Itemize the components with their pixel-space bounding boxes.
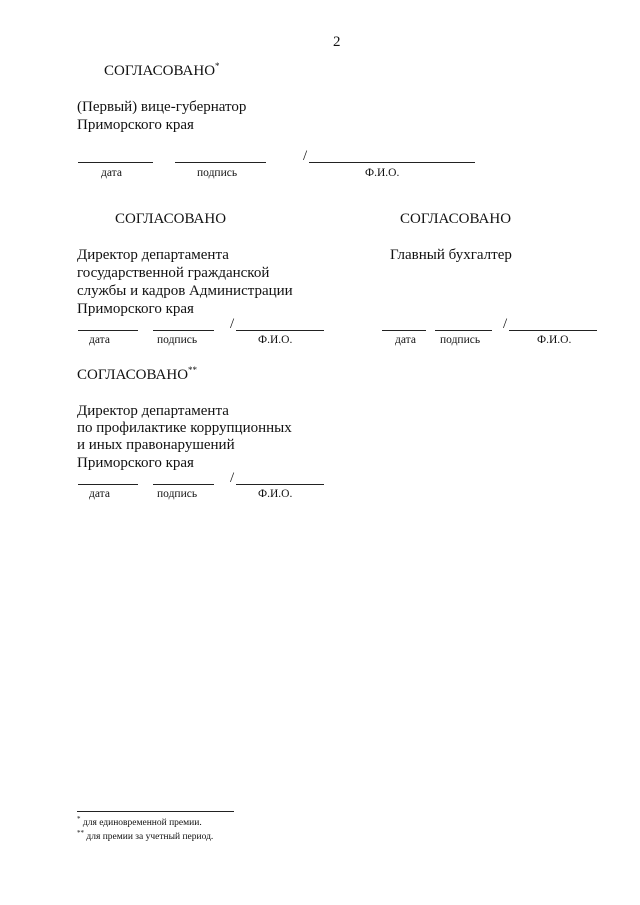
label-date-3: дата <box>395 334 416 346</box>
label-signature-2: подпись <box>157 334 198 346</box>
approval-heading-4-text: СОГЛАСОВАНО <box>77 367 189 383</box>
heading-4-footnote-mark: ** <box>188 365 198 375</box>
label-date-1: дата <box>101 167 122 179</box>
footnote-separator <box>77 811 234 812</box>
date-line-3 <box>382 330 426 331</box>
signature-line-2 <box>153 330 214 331</box>
position-4-line-3: и иных правонарушений <box>77 437 235 453</box>
position-2-line-2: государственной гражданской <box>77 265 270 281</box>
signature-line-3 <box>435 330 492 331</box>
position-2-line-1: Директор департамента <box>77 247 229 263</box>
approval-heading-3: СОГЛАСОВАНО <box>400 211 512 227</box>
date-line-2 <box>78 330 138 331</box>
position-2-line-4: Приморского края <box>77 301 194 317</box>
footnote-2-text: для премии за учетный период. <box>86 832 214 842</box>
name-slash-1: / <box>303 148 308 164</box>
footnote-2-mark: ** <box>77 828 84 837</box>
approval-heading-2: СОГЛАСОВАНО <box>115 211 227 227</box>
footnote-1-text: для единовременной премии. <box>82 818 202 828</box>
position-1-line-1: (Первый) вице-губернатор <box>77 99 247 115</box>
approval-heading-1 <box>104 62 220 80</box>
approval-heading-4 <box>77 366 197 384</box>
date-line-4 <box>78 484 138 485</box>
label-signature-1: подпись <box>197 167 238 179</box>
position-4-line-4: Приморского края <box>77 455 194 471</box>
name-line-2 <box>236 330 324 331</box>
label-name-2: Ф.И.О. <box>258 334 293 346</box>
position-1-line-2: Приморского края <box>77 117 194 133</box>
name-line-1 <box>309 162 475 163</box>
label-signature-3: подпись <box>440 334 481 346</box>
position-4-line-1: Директор департамента <box>77 403 229 419</box>
signature-line-4 <box>153 484 214 485</box>
heading-1-footnote-mark: * <box>215 61 220 71</box>
name-slash-2: / <box>230 316 235 332</box>
page-number: 2 <box>333 34 341 50</box>
position-2-line-3: службы и кадров Администрации <box>77 283 293 299</box>
signature-line-1 <box>175 162 266 163</box>
date-line-1 <box>78 162 153 163</box>
name-slash-3: / <box>503 316 508 332</box>
label-date-2: дата <box>89 334 110 346</box>
name-line-3 <box>509 330 597 331</box>
name-line-4 <box>236 484 324 485</box>
position-3-line-1: Главный бухгалтер <box>390 247 512 263</box>
footnote-2 <box>77 828 214 843</box>
label-date-4: дата <box>89 488 110 500</box>
approval-heading-1-text: СОГЛАСОВАНО <box>104 63 216 79</box>
footnote-1 <box>77 814 202 829</box>
label-name-3: Ф.И.О. <box>537 334 572 346</box>
footnote-1-mark: * <box>77 814 81 823</box>
name-slash-4: / <box>230 470 235 486</box>
label-name-4: Ф.И.О. <box>258 488 293 500</box>
label-name-1: Ф.И.О. <box>365 167 400 179</box>
label-signature-4: подпись <box>157 488 198 500</box>
position-4-line-2: по профилактике коррупционных <box>77 420 292 436</box>
